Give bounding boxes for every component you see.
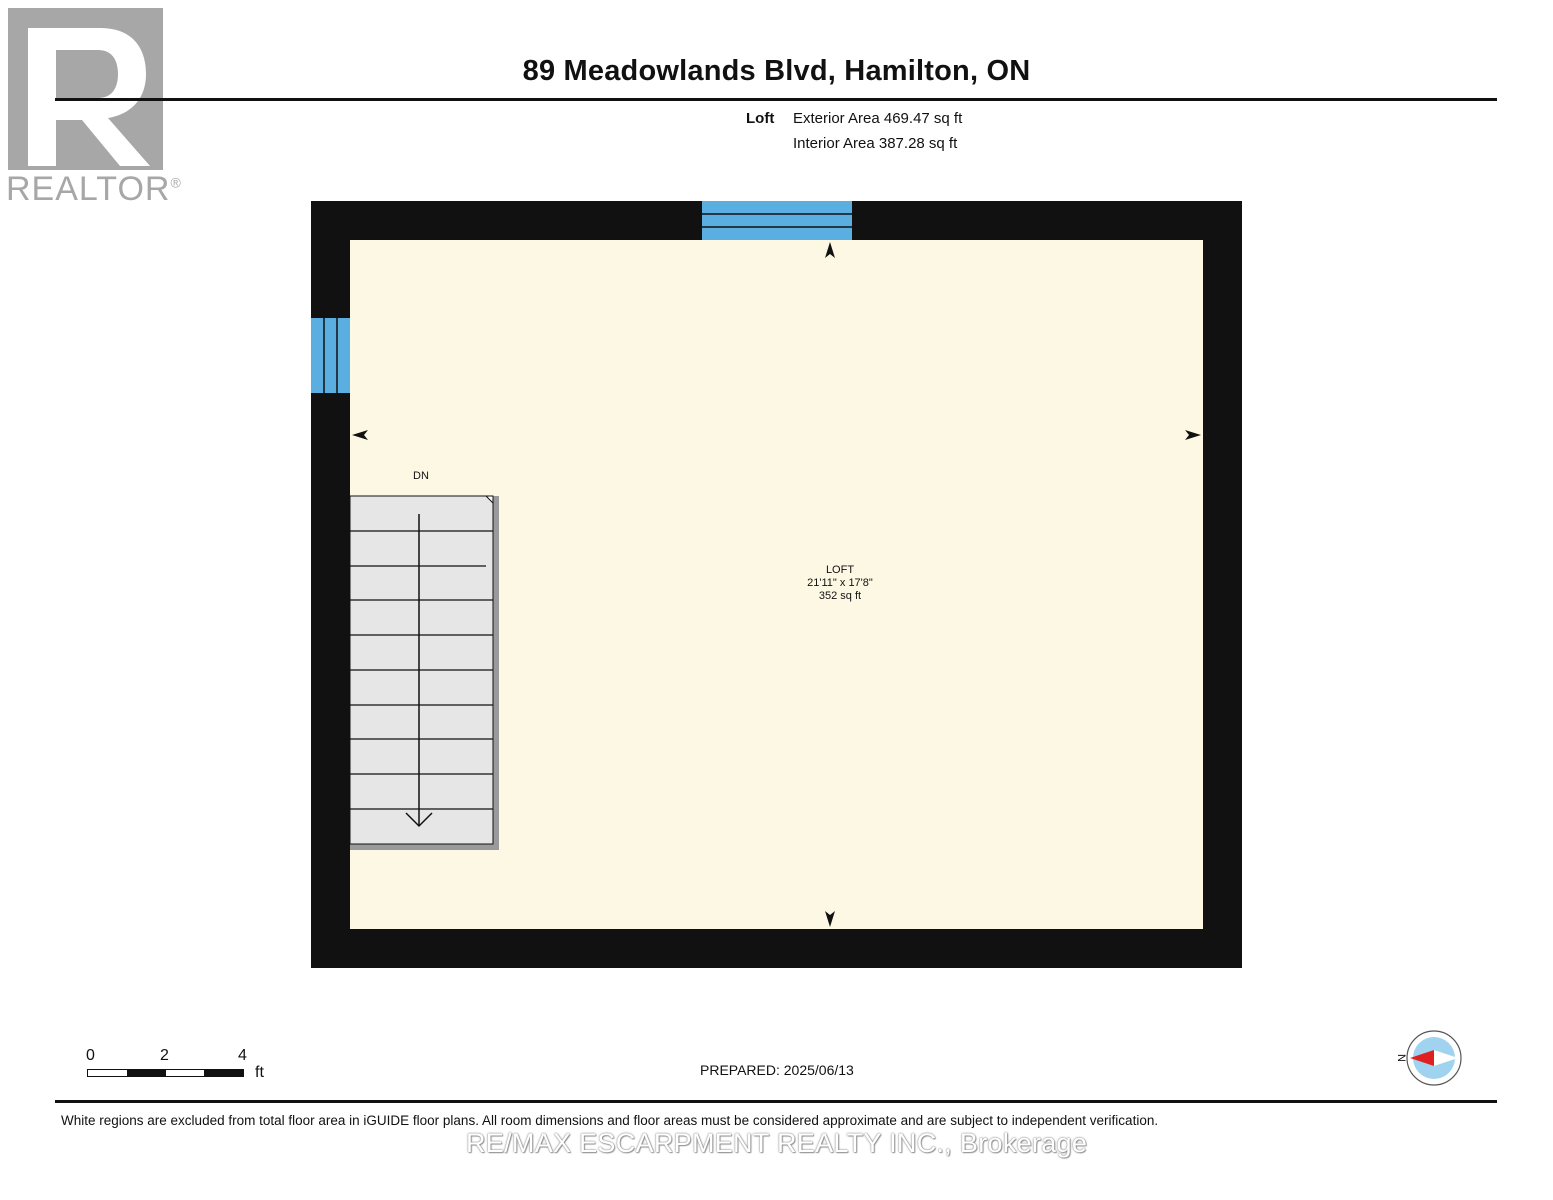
prepared-date: PREPARED: 2025/06/13 [700,1062,854,1078]
scale-bar [87,1069,244,1077]
property-address-title: 89 Meadowlands Blvd, Hamilton, ON [522,55,1031,87]
stairs-label: DN [413,470,429,482]
scale-segment [88,1070,127,1076]
interior-area: Interior Area 387.28 sq ft [793,135,958,152]
footer-divider [55,1100,1497,1103]
scale-segment [166,1070,205,1076]
window-top [702,201,852,240]
brokerage-watermark: RE/MAX ESCARPMENT REALTY INC., Brokerage [466,1128,1088,1158]
scale-unit: ft [255,1064,264,1081]
stairs [350,496,499,850]
floor-label: Loft [746,110,775,127]
compass-icon [1388,1028,1464,1088]
room-area: 352 sq ft [818,590,862,602]
scale-label-2: 2 [160,1047,169,1064]
window-left [311,318,350,393]
exterior-area: Exterior Area 469.47 sq ft [793,110,963,127]
scale-segment [204,1070,243,1076]
scale-label-4: 4 [238,1047,247,1064]
room-name: LOFT [825,564,855,576]
realtor-logo-text: REALTOR® [6,170,182,208]
room-dimensions: 21'11" x 17'8" [807,577,873,589]
scale-segment [127,1070,166,1076]
scale-label-0: 0 [86,1047,95,1064]
compass-north-label: N [1395,1054,1407,1062]
disclaimer-text: White regions are excluded from total floor area in iGUIDE floor plans. All room dimensions and floor areas must be considered approximate and are subject to independent verification. [61,1113,1159,1128]
